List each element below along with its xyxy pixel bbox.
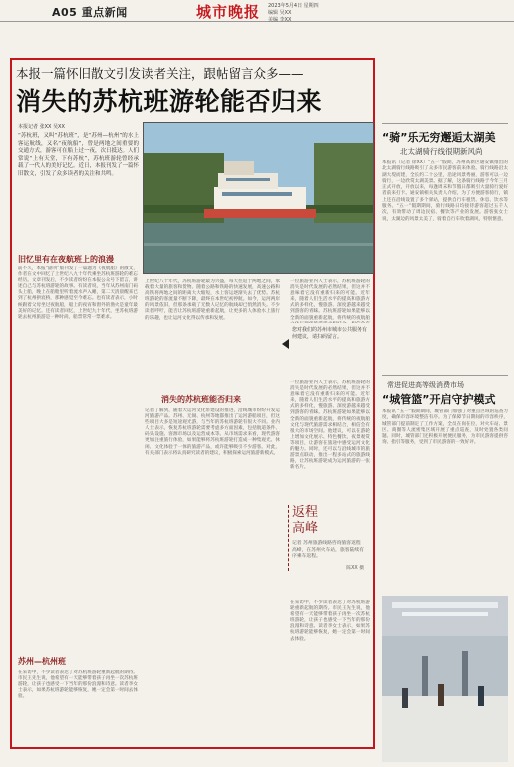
header-meta [268,3,319,24]
story-kicker: 本报一篇怀旧散文引发读者关注，跟帖留言众多—— [16,66,304,81]
story-photo-ship [143,122,374,274]
right-top-rule [382,123,508,124]
story-headline: 消失的苏杭班游轮能否归来 [16,87,323,116]
editor-note-text: 您对我们的苏州市城市公共服务有何建议，请扫码留言。 [292,327,368,340]
masthead-logo: 城市晚报 [196,3,261,21]
subhead-suzhou-hangzhou: 苏州—杭州班 [18,657,66,666]
editor-note [292,327,368,341]
issue-date: 2023年5月4日 星期四 [268,3,319,9]
right-headline-1: “骑”乐无穷邂逅太湖美 [382,131,496,144]
pointer-triangle-icon [282,339,289,349]
right-headline-2: “城管篮”开启守护模式 [382,393,496,406]
section-label: A05 重点新闻 [52,6,128,19]
subhead-memories: 旧忆里有在夜航班上的浪漫 [18,255,114,264]
reporter-body: 记者 苏州旅游线路咨询旅客返程高峰，在苏州火车站，旅客陆续有序乘车返程。 [292,541,364,559]
designer-credit: 美编 李XX [268,17,292,23]
right-column-b: 本报讯 “五一”假期期间，城管部门加强了对重点区域的巡查力度，确保市容环境整洁有序。为了保障节日期间的市容秩序，城管部门提前制定了工作方案，全员在岗在位，对火车站、景区、商圈等人流密集区域开展了重点巡查，及时处置各类问题。同时，城管部门还积极开展便民服务，为市民游客提供咨询、指引等服务，受到了市民游客的一致好评。 [382,409,508,446]
story-column-1b: 在采访中，不少读者表达了对苏杭班游轮重新起航的期待。市民王先生说，他希望有一天能够带着孩子再坐一次苏杭班游轮，让孩子也感受一下当年的那份浪漫和诗意。读者李女士表示，如果苏杭班游轮能够恢复，她一定会第一时间去体验。 [18,670,138,700]
reporter-title-line-2: 高峰 [292,521,319,536]
reporter-sidebar [288,505,364,571]
right-subheadline-2: 常进促进高等级消费市场 [387,381,464,389]
story-column-4c: 在采访中，不少读者表达了对苏杭班游轮重新起航的期待。市民王先生说，他希望有一天能够带着孩子再坐一次苏杭班游轮，让孩子也感受一下当年的那份浪漫和诗意。读者李女士表示，如果苏杭班游轮能够恢复，她一定会第一时间去体验。 [290,600,370,642]
story-column-3: 记者了解到，随着大运河文化带建设的推进，沿线城市纷纷开发运河旅游产品。苏州、无锡、杭州等地都推出了运河游船项目，但这些项目大多是短途观光游，与当年的苏杭班游轮有很大不同。业内人士表示，恢复苏杭班游轮需要考虑多方面因素，包括航道条件、码头设施、客源市场以及运营成本等。从市场需求来看，现代游客更加注重旅行体验，如果能够将苏杭班游轮打造成一种集观光、休闲、文化体验于一体的旅游产品，或许能够吸引不少游客。对此，有关部门表示将认真研究读者的建议，积极探索运河旅游新模式。 [145,408,280,456]
editor-credit: 编辑 吴XX [268,10,292,16]
reporter-title-line-1: 返程 [292,505,319,520]
reporter-title [292,505,364,537]
station-photo [382,596,508,762]
story-column-4: 一位旅游业内人士表示，苏杭班游轮的消失是时代发展的必然结果，但这并不意味着它没有重新归来的可能。近年来，随着人们生活水平的提高和旅游方式的多样化，慢旅游、深度游越来越受到游客的青睐。苏杭班游轮如果能够以全新的面貌重新起航，将传统的夜航船 [290,279,370,321]
story-column-1: 前不久，本报“副刊”版刊发了一篇题为《夜航船》的散文，作者在文中回忆了上世纪八九十年代乘坐苏杭班游轮的难忘经历。文章刊发后，不少读者纷纷在本报公众号下留言，讲述自己与苏杭班游轮的故事。有读者说，当年从苏州南门码头上船，晚上在船舱里听着流水声入睡，第二天清晨醒来已到了杭州拱宸桥，那种感觉至今难忘。也有读者表示，小时候跟着父母坐过夜航船，船上的夜宵和窗外的渔火是童年最美好的记忆。还有读者回忆，上世纪九十年代，坐苏杭班游轮去杭州旅游是一种时尚，船票常常一票难求。 [18,266,138,320]
story-byline: 本报记者 张XX 吴XX [18,124,65,130]
page-header [0,0,514,22]
story-lead: “苏杭班，又叫“苏杭班”，是“苏州—杭州”的水上客运航线，又名“夜航船”，曾是两地之间重要的交通方式，游客可在船上过一夜，次日抵达。人们常说“上有天堂，下有苏杭”，苏杭班游轮曾经承载了一代人的美好记忆。近日，本报刊发了一篇怀旧散文，引发了众多读者的关注和共鸣。 [18,133,140,177]
story-column-4b: 一位旅游业内人士表示，苏杭班游轮的消失是时代发展的必然结果，但这并不意味着它没有重新归来的可能。近年来，随着人们生活水平的提高和旅游方式的多样化，慢旅游、深度游越来越受到游客的青睐。苏杭班游轮如果能够以全新的面貌重新起航，将传统的夜航船文化与现代旅游需求相结合，相信会有很大的市场空间。他建议，可以在游轮上增加文化展示、特色餐饮、夜景观赏等项目，让游客在旅途中感受运河文化的魅力。同时，还可以与沿线城市的旅游景点联动，推出一程多站式的旅游线路，让苏杭班游轮成为运河旅游的一张新名片。 [290,380,370,471]
right-mid-rule [382,375,508,376]
right-column-a: 本报讯（记者 徐XX）“五一”假期，苏州高新区通安镇推出的北太湖骑行线路吸引了众多市民游客前来体验。骑行线路沿太湖大堤而建，全长约二十公里，沿途风景秀丽，游客可以一边骑行，一边欣赏太湖美景。据了解，这条骑行线路于今年三月正式开放，开放以来，每逢周末和节假日都吸引大量骑行爱好者前来打卡。通安镇相关负责人介绍，为了方便游客骑行，镇上还在沿线设置了多个驿站，提供自行车租赁、休息、饮水等服务。“五一”假期期间，骑行线路日均接待游客超过五千人次，有效带动了周边民宿、餐饮等产业的发展。游客张女士说，太湖边的风景太美了，骑着自行车吹着湖风，特别惬意。 [382,160,508,222]
right-subheadline-1: 北太湖骑行线很期新风尚 [400,147,483,156]
subhead-return: 消失的苏杭班能否归来 [161,395,241,404]
reporter-signature: 陈XX 摄 [346,565,364,571]
story-column-2: 上世纪八十年代，苏杭班游轮最为兴盛，每天往返于两地之间，承载着大量的旅客和货物。随着公路和铁路的快速发展，高速公路和高铁将两地之间的距离大大缩短，水上客运逐渐失去了优势。苏杭班游轮的客流量不断下降，最终在本世纪初停航。如今，运河两岸的风景依旧，但那条承载了无数人记忆的航线却已悄然消失。不少读者呼吁，能否让苏杭班游轮重新起航，让更多的人体验水上旅行的乐趣，也让运河文化得以传承和发展。 [145,279,280,321]
